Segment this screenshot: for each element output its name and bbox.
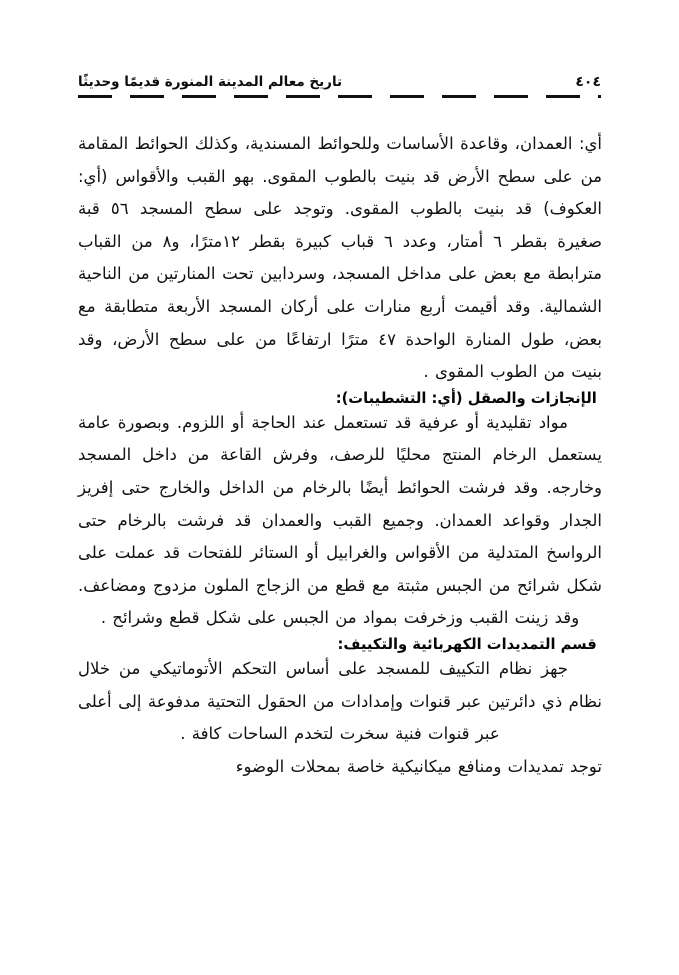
running-head-title: تاريخ معالم المدينة المنورة قديمًا وحديثًا <box>78 73 343 91</box>
section-heading-electrical: قسم التمديدات الكهربائية والتكييف: <box>337 634 597 653</box>
paragraph-3: جهز نظام التكييف للمسجد على أساس التحكم الأتوماتيكي من خلال نظام ذي دائرتين عبر قنوات وإمدادات من الحقول التحتية مدفوعة إلى أعلى عبر قنوات فنية سخرت لتخدم الساحات كافة . <box>78 658 602 744</box>
page-content <box>78 128 602 783</box>
header-divider-rule <box>78 95 601 98</box>
page-number: ٤٠٤ <box>575 74 601 90</box>
running-head <box>78 64 601 90</box>
paragraph-4: توجد تمديدات ومنافع ميكانيكية خاصة بمحلات الوضوء <box>235 756 602 776</box>
paragraph-2: مواد تقليدية أو عرفية قد تستعمل عند الحاجة أو اللزوم. وبصورة عامة يستعمل الرخام المنتج محليًا للرصف، وفرش القاعة من داخل المسجد وخارجه. وقد فرشت الحوائط أيضًا بالرخام من الداخل والخارج حتى إفريز الجدار وقواعد العمدان. وجميع القبب والعمدان قد فرشت بالرخام حتى الرواسخ المتدلية من الأقواس والغرابيل أو الستائر للفتحات قد عملت على شكل شرائح من الجبس مثبتة مع قطع من الزجاج الملون مزدوج ومضاعف. وقد زينت القبب وزخرفت بمواد من الجبس على شكل قطع وشرائح . <box>78 412 602 628</box>
paragraph-1: أي: العمدان، وقاعدة الأساسات وللحوائط المسندية، وكذلك الحوائط المقامة من على سطح الأرض قد بنيت بالطوب المقوى. بهو القبب والأقواس (أي: العكوف) قد بنيت بالطوب المقوى. وتوجد على سطح المسجد ٥٦ قبة صغيرة بقطر ٦ أمتار، وعدد ٦ قباب كبيرة بقطر ١٢مترًا، و٨ من القباب مترابطة مع بعض على مداخل المسجد، وسردابين تحت المنارتين من الناحية الشمالية. وقد أقيمت أربع منارات على أركان المسجد الأربعة متطابقة مع بعض، طول المنارة الواحدة ٤٧ مترًا ارتفاعًا من على سطح الأرض، وقد بنيت من الطوب المقوى . <box>78 134 603 382</box>
section-heading-finishes: الإنجازات والصقل (أي: التشطيبات): <box>335 388 597 407</box>
